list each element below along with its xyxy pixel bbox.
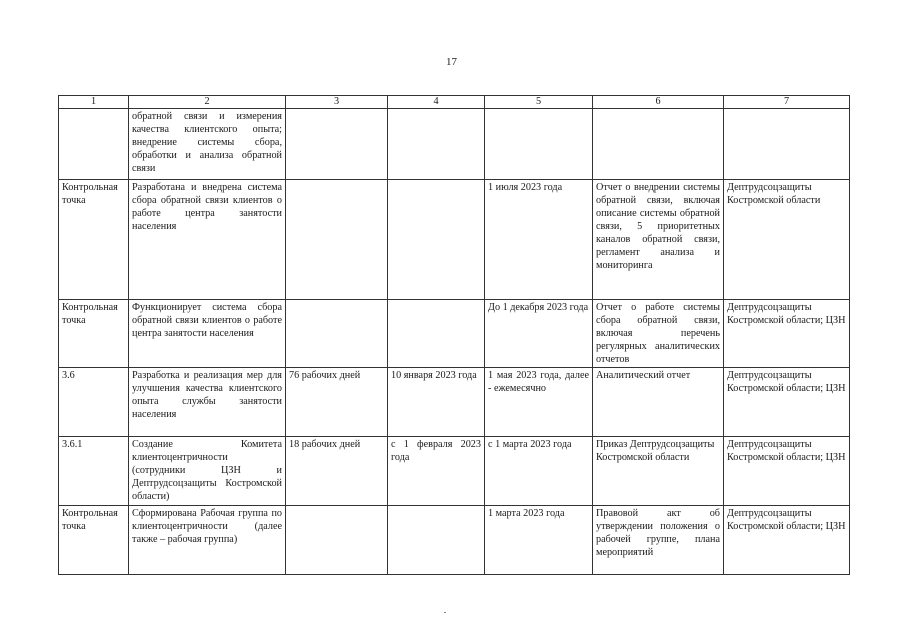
column-header: 2 bbox=[129, 96, 286, 109]
cell-end-date bbox=[485, 109, 593, 180]
table-row bbox=[59, 368, 850, 437]
cell-duration bbox=[286, 109, 388, 180]
column-header: 4 bbox=[388, 96, 485, 109]
cell-start-date: с 1 февраля 2023 года bbox=[388, 437, 485, 506]
cell-measure: обратной связи и измерения качества клиентского опыта; внедрение системы сбора, обработки и анализа обратной связи bbox=[129, 109, 286, 180]
cell-end-date: 1 мая 2023 года, далее - ежемесячно bbox=[485, 368, 593, 437]
table-row bbox=[59, 300, 850, 368]
cell-measure: Разработана и внедрена система сбора обратной связи клиентов о работе центра занятости населения bbox=[129, 180, 286, 300]
cell-start-date bbox=[388, 180, 485, 300]
column-header: 6 bbox=[593, 96, 724, 109]
table-row bbox=[59, 437, 850, 506]
table-row bbox=[59, 180, 850, 300]
header-row bbox=[59, 96, 850, 109]
cell-measure: Разработка и реализация мер для улучшения качества клиентского опыта службы занятости населения bbox=[129, 368, 286, 437]
cell-responsible: Дептрудсоцзащиты Костромской области; ЦЗН bbox=[724, 506, 850, 575]
measures-table bbox=[58, 95, 850, 575]
cell-duration bbox=[286, 300, 388, 368]
column-header: 1 bbox=[59, 96, 129, 109]
column-header: 5 bbox=[485, 96, 593, 109]
cell-number: Контрольная точка bbox=[59, 506, 129, 575]
cell-result: Приказ Дептрудсоцзащиты Костромской области bbox=[593, 437, 724, 506]
cell-responsible: Дептрудсоцзащиты Костромской области; ЦЗН bbox=[724, 437, 850, 506]
scan-speck bbox=[444, 612, 446, 613]
cell-duration: 76 рабочих дней bbox=[286, 368, 388, 437]
page-number: 17 bbox=[446, 56, 457, 68]
cell-measure: Функционирует система сбора обратной связи клиентов о работе центра занятости населения bbox=[129, 300, 286, 368]
cell-result: Отчет о работе системы сбора обратной связи, включая перечень регулярных аналитических отчетов bbox=[593, 300, 724, 368]
cell-responsible bbox=[724, 109, 850, 180]
cell-number: 3.6 bbox=[59, 368, 129, 437]
column-header: 3 bbox=[286, 96, 388, 109]
cell-measure: Сформирована Рабочая группа по клиентоцентричности (далее также – рабочая группа) bbox=[129, 506, 286, 575]
cell-duration bbox=[286, 506, 388, 575]
cell-responsible: Дептрудсоцзащиты Костромской области; ЦЗН bbox=[724, 368, 850, 437]
cell-end-date: с 1 марта 2023 года bbox=[485, 437, 593, 506]
cell-start-date: 10 января 2023 года bbox=[388, 368, 485, 437]
cell-end-date: До 1 декабря 2023 года bbox=[485, 300, 593, 368]
cell-responsible: Дептрудсоцзащиты Костромской области bbox=[724, 180, 850, 300]
cell-start-date bbox=[388, 300, 485, 368]
cell-start-date bbox=[388, 109, 485, 180]
cell-number: Контрольная точка bbox=[59, 300, 129, 368]
cell-result: Правовой акт об утверждении положения о рабочей группе, плана мероприятий bbox=[593, 506, 724, 575]
cell-number: Контрольная точка bbox=[59, 180, 129, 300]
table-row bbox=[59, 109, 850, 180]
cell-number: 3.6.1 bbox=[59, 437, 129, 506]
cell-measure: Создание Комитета клиентоцентричности (сотрудники ЦЗН и Дептрудсоцзащиты Костромской области) bbox=[129, 437, 286, 506]
cell-duration: 18 рабочих дней bbox=[286, 437, 388, 506]
cell-result bbox=[593, 109, 724, 180]
cell-duration bbox=[286, 180, 388, 300]
cell-end-date: 1 июля 2023 года bbox=[485, 180, 593, 300]
cell-start-date bbox=[388, 506, 485, 575]
column-header: 7 bbox=[724, 96, 850, 109]
cell-result: Аналитический отчет bbox=[593, 368, 724, 437]
cell-number bbox=[59, 109, 129, 180]
cell-result: Отчет о внедрении системы обратной связи, включая описание системы обратной связи, 5 приоритетных каналов обратной связи, регламент анализа и мониторинга bbox=[593, 180, 724, 300]
cell-responsible: Дептрудсоцзащиты Костромской области; ЦЗН bbox=[724, 300, 850, 368]
cell-end-date: 1 марта 2023 года bbox=[485, 506, 593, 575]
table-row bbox=[59, 506, 850, 575]
